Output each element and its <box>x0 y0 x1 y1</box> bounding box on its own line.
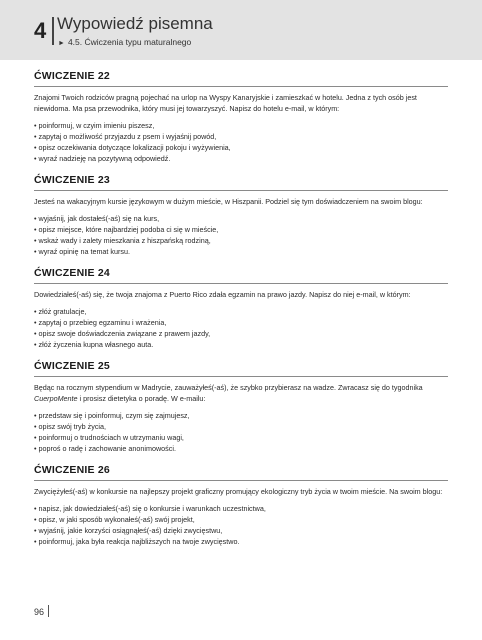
exercise-points <box>34 410 448 454</box>
list-item: • zapytaj o możliwość przyjazdu z psem i wyjaśnij powód, <box>34 131 448 142</box>
exercise-intro: Znajomi Twoich rodziców pragną pojechać na urlop na Wyspy Kanaryjskie i zamieszkać w hotelu. Jedna z tych osób jest niewidoma. Ma psa przewodnika, który musi jej towarzyszyć. Napisz do hotelu e-mail, w którym: <box>34 93 417 113</box>
exercise-intro: Dowiedziałeś(-aś) się, że twoja znajoma z Puerto Rico zdała egzamin na prawo jazdy. Napisz do niej e-mail, w którym: <box>34 290 411 299</box>
page-number: 96 <box>34 607 45 617</box>
list-item: • złóż życzenia kupna własnego auta. <box>34 339 448 350</box>
page-content <box>34 62 448 547</box>
list-item: • zapytaj o przebieg egzaminu i wrażenia, <box>34 317 448 328</box>
list-item: • opisz swoje doświadczenia związane z prawem jazdy, <box>34 328 448 339</box>
list-item: • napisz, jak dowiedziałeś(-aś) się o konkursie i warunkach uczestnictwa, <box>34 503 448 514</box>
footer-divider <box>48 605 49 617</box>
list-item: • wyjaśnij, jak dostałeś(-aś) się na kurs, <box>34 213 448 224</box>
exercise-title: ĆWICZENIE 22 <box>34 70 448 87</box>
list-item: • wyraź nadzieję na pozytywną odpowiedź. <box>34 153 448 164</box>
exercise-intro: Zwyciężyłeś(-aś) w konkursie na najlepszy projekt graficzny promujący ekologiczny tryb życia w twoim mieście. Na swoim blogu: <box>34 487 443 496</box>
intro-text: Będąc na rocznym stypendium w Madrycie, zauważyłeś(-aś), że szybko przybierasz na wadze. Zwracasz się do tygodnika <box>34 383 423 392</box>
exercise-title: ĆWICZENIE 25 <box>34 360 448 377</box>
exercise-title: ĆWICZENIE 24 <box>34 267 448 284</box>
chapter-title: Wypowiedź pisemna <box>57 14 213 33</box>
list-item: • poinformuj, jaka była reakcja najbliższych na twoje zwycięstwo. <box>34 536 448 547</box>
exercise-intro <box>34 382 448 404</box>
exercise-title: ĆWICZENIE 26 <box>34 464 448 481</box>
list-item: • poinformuj o trudnościach w utrzymaniu wagi, <box>34 432 448 443</box>
list-item: • opisz oczekiwania dotyczące lokalizacji pokoju i wyżywienia, <box>34 142 448 153</box>
arrow-right-icon: ► <box>58 40 65 47</box>
exercise-points <box>34 120 448 164</box>
exercise-25 <box>34 360 448 454</box>
chapter-divider <box>52 17 54 45</box>
exercise-22 <box>34 70 448 164</box>
section-subtitle <box>58 37 191 47</box>
exercise-title: ĆWICZENIE 23 <box>34 174 448 191</box>
list-item: • opisz swój tryb życia, <box>34 421 448 432</box>
intro-text: i prosisz dietetyka o poradę. W e-mailu: <box>77 394 206 403</box>
chapter-number: 4 <box>34 18 47 43</box>
list-item: • poinformuj, w czyim imieniu piszesz, <box>34 120 448 131</box>
list-item: • wskaż wady i zalety mieszkania z hiszpańską rodziną, <box>34 235 448 246</box>
list-item: • opisz miejsce, które najbardziej podoba ci się w mieście, <box>34 224 448 235</box>
exercise-points <box>34 503 448 547</box>
section-title: 4.5. Ćwiczenia typu maturalnego <box>67 37 192 47</box>
exercise-points <box>34 213 448 257</box>
exercise-26 <box>34 464 448 547</box>
exercise-points <box>34 306 448 350</box>
exercise-23 <box>34 174 448 257</box>
magazine-title: CuerpoMente <box>34 394 78 403</box>
list-item: • przedstaw się i poinformuj, czym się zajmujesz, <box>34 410 448 421</box>
page-footer <box>34 605 49 617</box>
exercise-24 <box>34 267 448 350</box>
list-item: • złóż gratulacje, <box>34 306 448 317</box>
list-item: • poproś o radę i zachowanie anonimowości. <box>34 443 448 454</box>
list-item: • opisz, w jaki sposób wykonałeś(-aś) swój projekt, <box>34 514 448 525</box>
list-item: • wyjaśnij, jakie korzyści osiągnąłeś(-aś) dzięki zwycięstwu, <box>34 525 448 536</box>
list-item: • wyraź opinię na temat kursu. <box>34 246 448 257</box>
chapter-header <box>0 0 482 60</box>
exercise-intro: Jesteś na wakacyjnym kursie językowym w dużym mieście, w Hiszpanii. Podziel się tym doświadczeniem na swoim blogu: <box>34 197 423 206</box>
